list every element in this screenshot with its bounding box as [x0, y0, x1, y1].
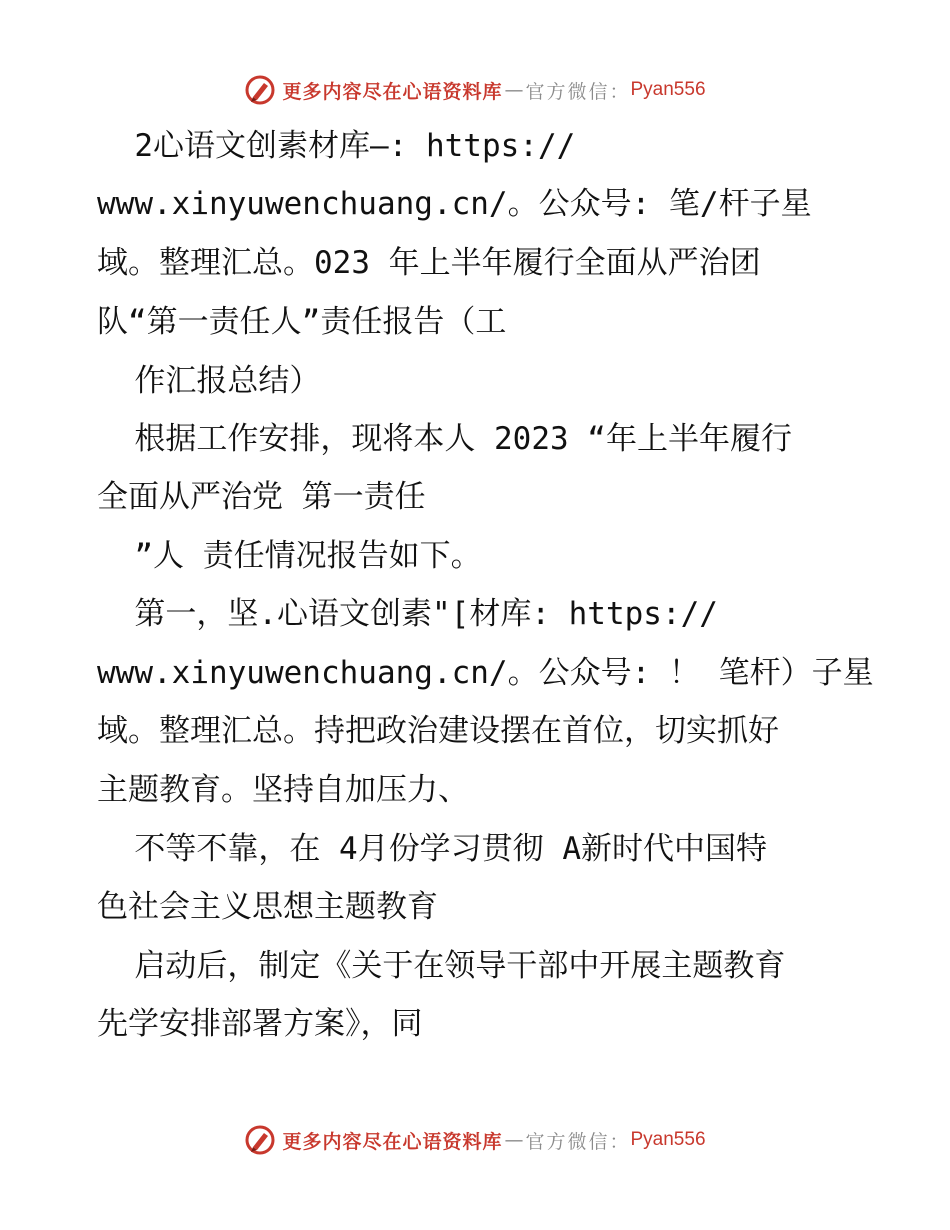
body-line-4: 队“第一责任人”责任报告（工	[97, 304, 507, 340]
footer-wechat-id: Pyan556	[630, 1129, 706, 1150]
banner-dash: —	[504, 79, 524, 101]
body-line-15: 启动后，制定《关于在领导干部中开展主题教育	[97, 948, 786, 984]
body-line-1: 2心语文创素材库—: https://	[97, 128, 576, 164]
body-line-9: 第一，坚.心语文创素"[材库: https://	[97, 596, 718, 632]
body-line-12: 主题教育。坚持自加压力、	[97, 772, 469, 808]
body-line-14: 色社会主义思想主题教育	[97, 889, 438, 925]
body-line-11: 域。整理汇总。持把政治建设摆在首位，切实抓好	[97, 713, 779, 749]
footer-wechat-label: 官方微信：	[525, 1130, 631, 1153]
body-line-16: 先学安排部署方案》，同	[97, 1006, 423, 1042]
body-line-3: 域。整理汇总。023 年上半年履行全面从严治团	[97, 245, 761, 281]
footer-banner	[0, 1120, 950, 1160]
banner-wechat-id: Pyan556	[630, 79, 706, 100]
body-line-8: ”人 责任情况报告如下。	[97, 538, 482, 574]
footer-dash: —	[504, 1129, 524, 1151]
pen-in-circle-icon	[244, 1124, 276, 1156]
body-line-6: 根据工作安排，现将本人 2023 “年上半年履行	[97, 421, 792, 457]
body-line-7: 全面从严治党 第一责任	[97, 479, 426, 515]
body-line-5: 作汇报总结）	[97, 363, 321, 399]
body-line-13: 不等不靠，在 4月份学习贯彻 A新时代中国特	[97, 831, 767, 867]
body-line-10: www.xinyuwenchuang.cn/。公众号: ！ 笔杆）子星	[97, 655, 874, 691]
body-line-2: www.xinyuwenchuang.cn/。公众号: 笔/杆子星	[97, 186, 812, 222]
banner-site-text: 更多内容尽在心语资料库	[282, 80, 503, 103]
banner-wechat-label: 官方微信：	[525, 80, 631, 103]
footer-site-text: 更多内容尽在心语资料库	[282, 1130, 503, 1153]
